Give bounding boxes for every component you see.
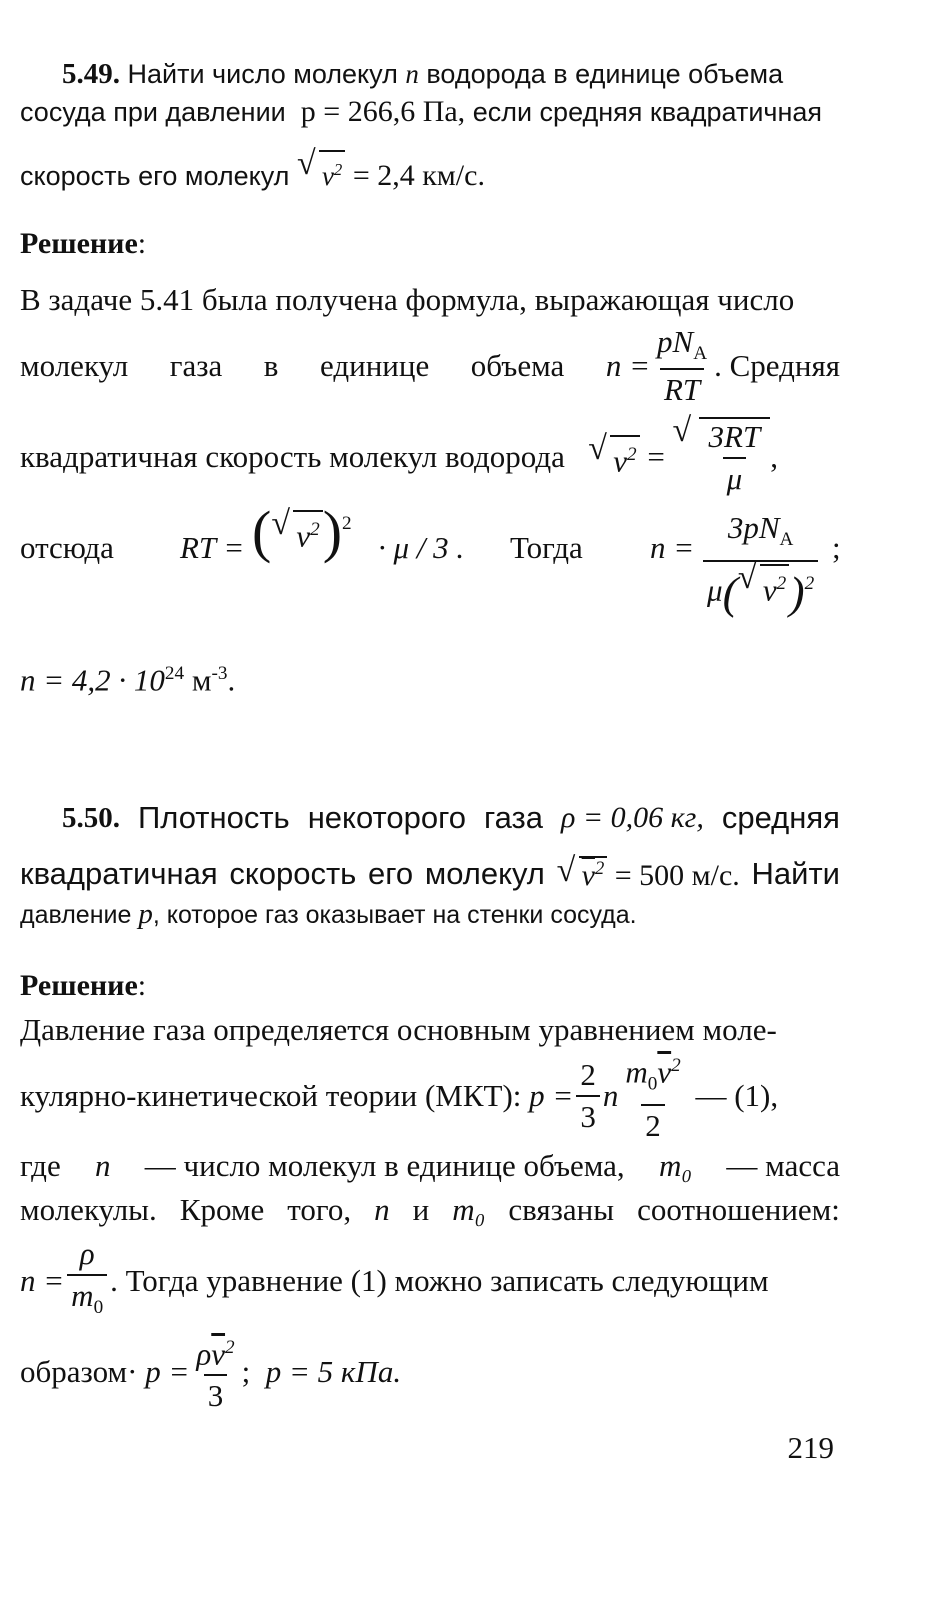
solution-550-line6: образом· p = $\frac{\rho\overline{v}^2}{3}$ ; p = 5 кПа. xyxy=(20,1336,402,1414)
solution-550-line1: Давление газа определяется основным уравнением моле- xyxy=(20,1012,777,1047)
formula-n-pna-rt: n = $\frac{pN_A}{RT}$ . Средняя xyxy=(605,324,840,407)
problem-549-line2: сосуда при давлении p = 266,6 Па, если средняя квадратичная xyxy=(20,95,823,128)
problem-number: 5.49. xyxy=(62,58,120,90)
solution-550-heading: Решение: xyxy=(20,969,147,1002)
solution-550-line5: n = $\frac{\rho}{m_0}$ . Тогда уравнение (1) можно записать следующим xyxy=(20,1244,769,1318)
problem-550-line2: квадратичная скорость его молекул √ $\overline{v}^2 = 500$ м/с. Найти xyxy=(20,852,840,896)
solution-549-line1: В задаче 5.41 была получена формула, выражающая число xyxy=(20,282,795,317)
solution-549-line2: молекул газа в единице объема n = $\frac{pN_A}{RT}$ . Средняя xyxy=(20,324,840,407)
solution-550-line2: кулярно-кинетической теории (МКТ): p = $\frac{2}{3}$ n $\frac{m_0\overline{v}^2}{2}$ — (1), xyxy=(20,1054,779,1144)
solution-550-line4: молекулы. Кроме того, n и m₀ связаны соотношением: xyxy=(20,1192,840,1227)
problem-550-line3: давление p, которое газ оказывает на стенки сосуда. xyxy=(20,898,637,930)
solution-549-line4: отсюда RT = ( √ $v^2)^2$ · μ / 3 . Тогда n = $3pN_A$ μ( √ $v^2)^2$ ; xyxy=(20,510,850,630)
solution-heading: Решение: xyxy=(20,227,147,260)
solution-549-line3: квадратичная скорость молекул водорода √ $v^2$ = √ $\frac{3RT}{\mu}$ , xyxy=(20,420,778,494)
page-number: 219 xyxy=(787,1430,834,1465)
solution-549-result: $n = 4,2 \cdot 10^{24}$ $м^{-3}$. xyxy=(20,662,236,698)
formula-n-final: $3pN_A$ μ( √ $v^2)^2$ xyxy=(703,510,818,611)
problem-549-line3: скорость его молекул √ $v^2 = 2,4$ км/с. xyxy=(20,150,485,194)
sqrt-3rt-mu: √ $\frac{3RT}{\mu}$ xyxy=(673,417,771,497)
problem-550-line1: 5.50. Плотность некоторого газа ρ = 0,06 кг, средняя xyxy=(62,800,840,835)
problem-549-line1: 5.49. Найти число молекул n водорода в единице объема xyxy=(62,58,784,90)
solution-550-line3: где n — число молекул в единице объема, m₀ — масса xyxy=(20,1148,840,1183)
sqrt-v2: √ $v^2$ xyxy=(297,150,345,194)
formula-rt: ( √ $v^2)^2$ xyxy=(252,510,352,554)
